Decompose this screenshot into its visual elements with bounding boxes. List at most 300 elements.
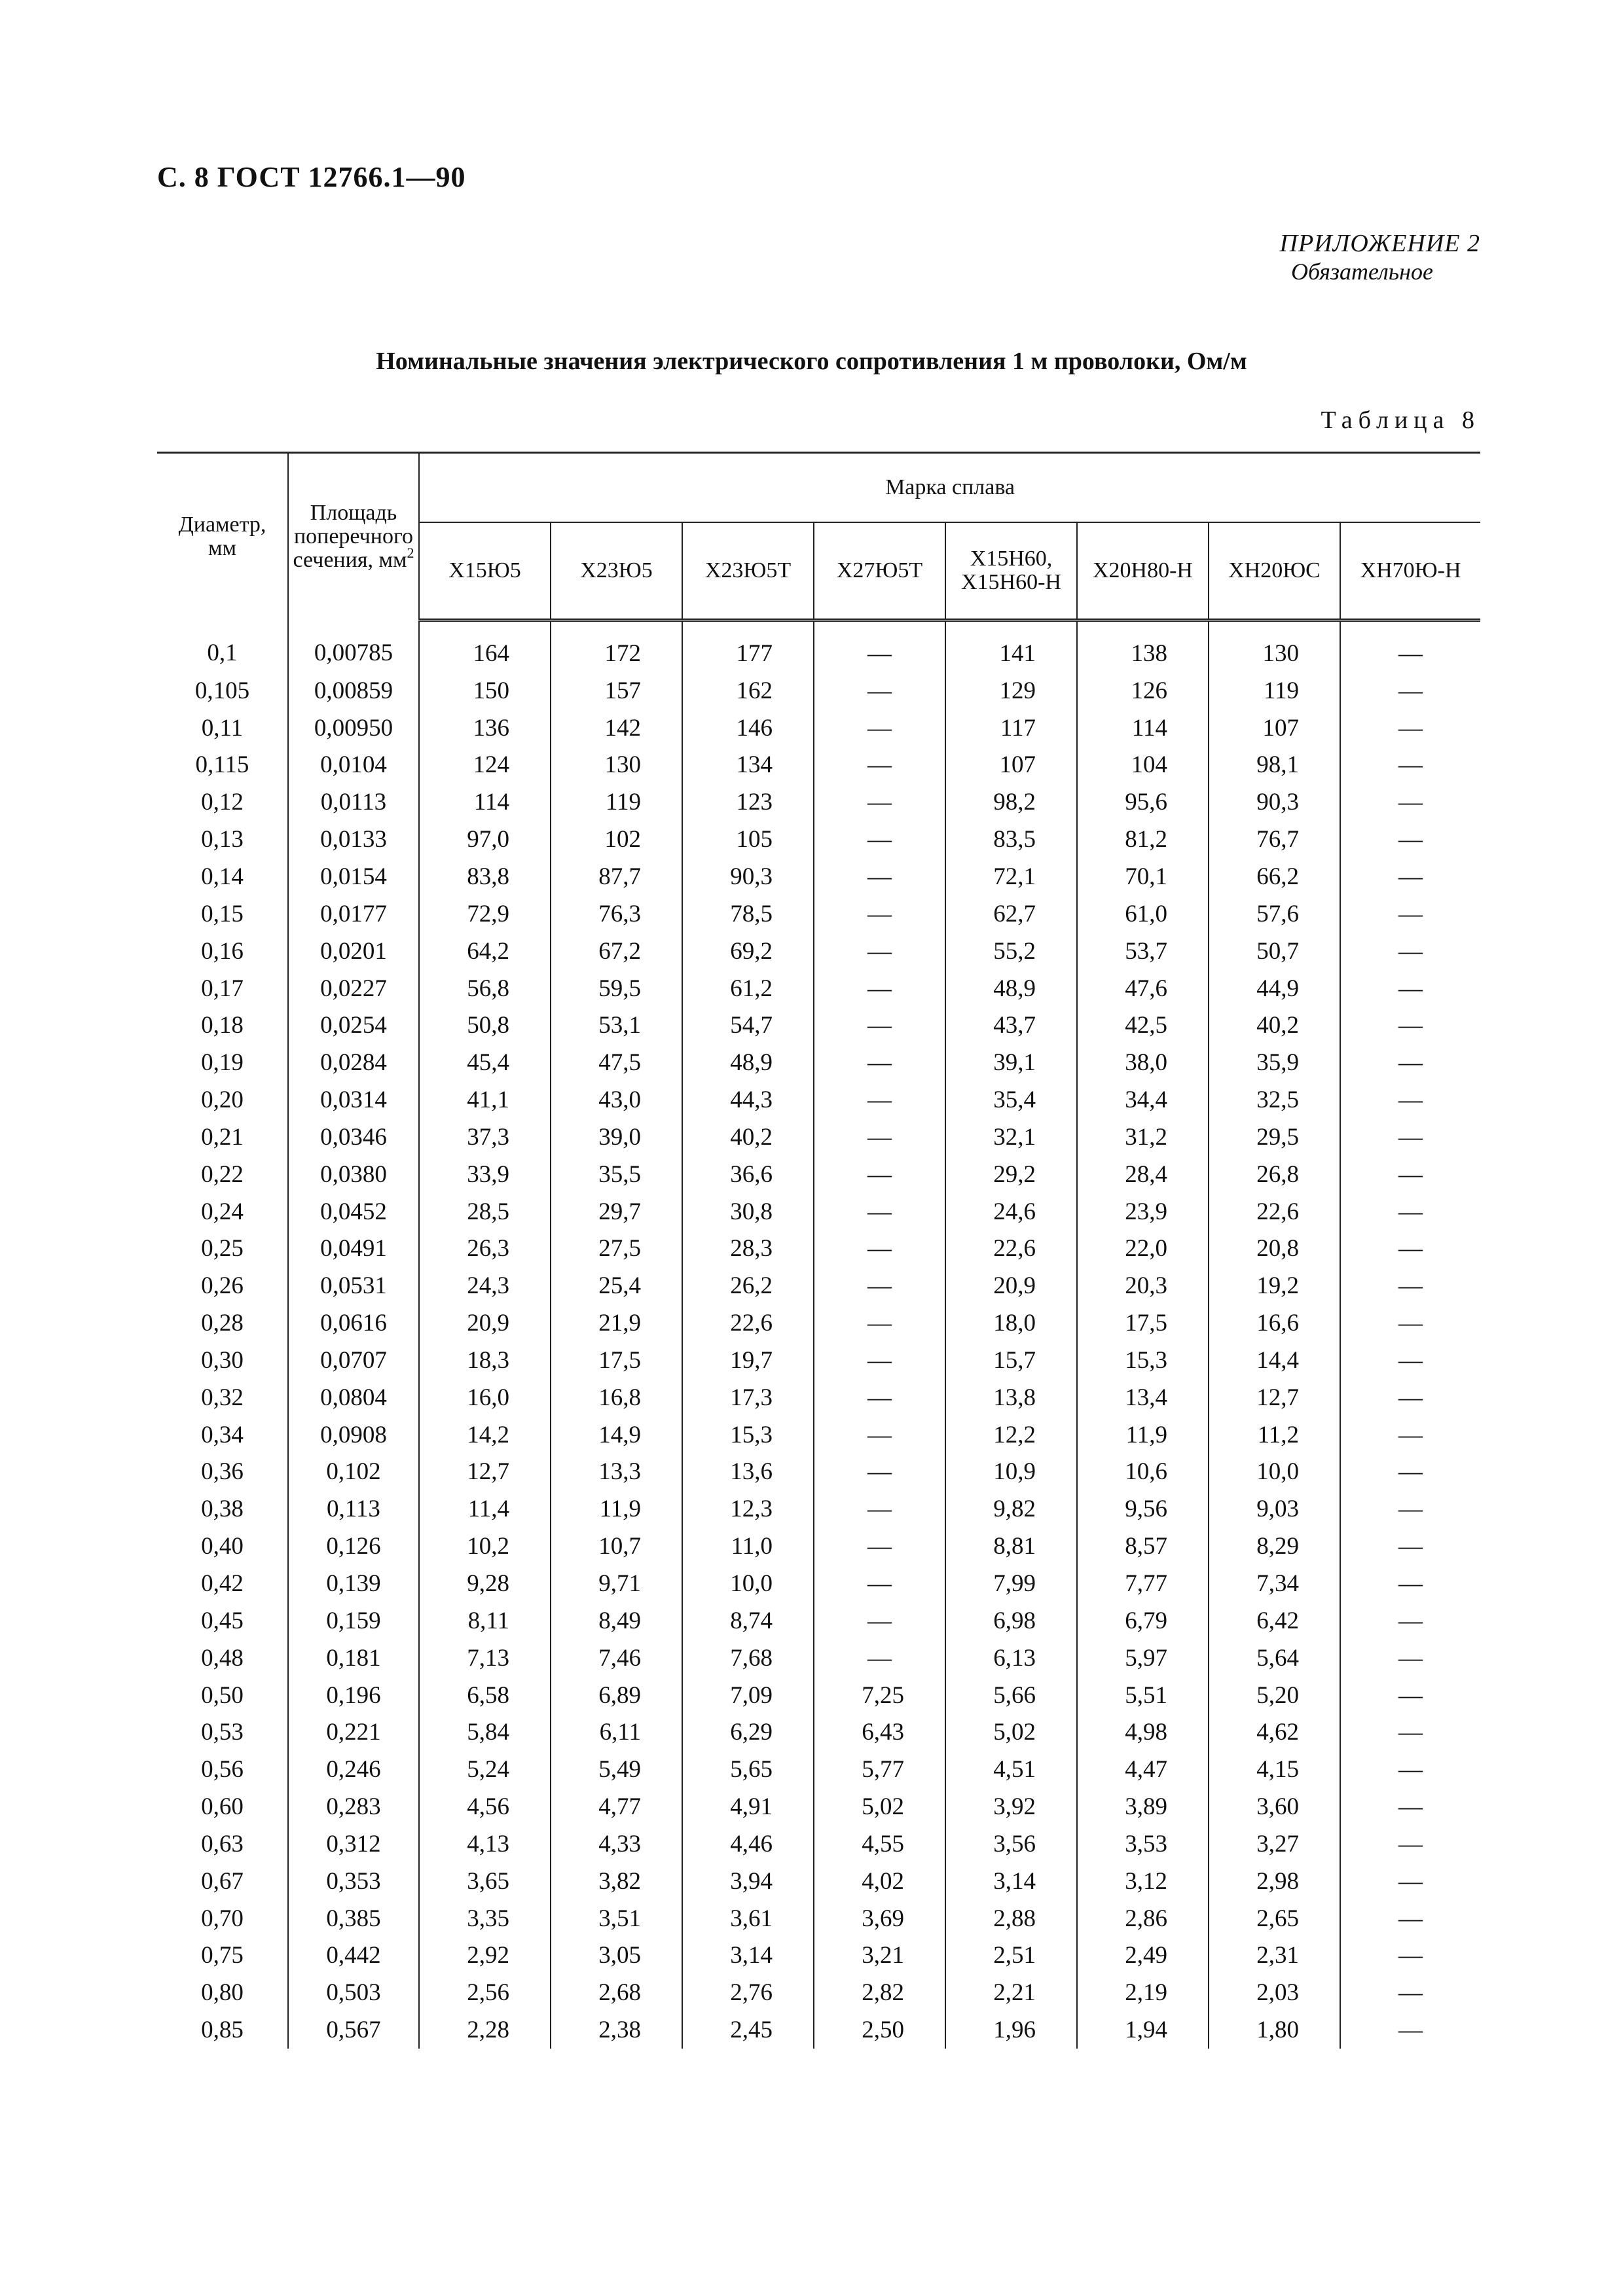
resistance-cell: 7,25 [814,1677,945,1714]
resistance-cell: — [814,1267,945,1304]
resistance-cell: 19,2 [1209,1267,1340,1304]
alloy-header: ХН20ЮС [1209,522,1340,620]
resistance-cell: 18,3 [419,1342,551,1379]
resistance-cell: 8,29 [1209,1528,1340,1565]
area-cell: 0,0346 [288,1119,419,1156]
resistance-cell: 2,03 [1209,1974,1340,2011]
area-cell: 0,0254 [288,1007,419,1044]
resistance-cell: 50,7 [1209,933,1340,970]
resistance-cell: — [814,1193,945,1230]
resistance-cell: 3,89 [1077,1788,1209,1825]
resistance-cell: — [814,1304,945,1342]
resistance-cell: 26,8 [1209,1156,1340,1193]
resistance-cell: 7,77 [1077,1565,1209,1602]
table-row [157,1713,1480,1751]
resistance-cell: 83,8 [419,858,551,895]
resistance-cell: 26,3 [419,1230,551,1268]
resistance-cell: 24,3 [419,1267,551,1304]
resistance-cell: 20,9 [419,1304,551,1342]
resistance-cell: 3,14 [945,1863,1077,1900]
resistance-cell: 37,3 [419,1119,551,1156]
resistance-cell: 3,53 [1077,1825,1209,1863]
resistance-cell: 41,1 [419,1081,551,1119]
resistance-cell: 172 [551,620,682,672]
resistance-cell: 27,5 [551,1230,682,1268]
resistance-cell: — [1340,1416,1480,1454]
resistance-cell: 76,7 [1209,821,1340,858]
resistance-cell: — [1340,1825,1480,1863]
diameter-cell: 0,34 [201,1421,244,1448]
resistance-cell: — [1340,1937,1480,1975]
resistance-cell: — [814,1528,945,1565]
resistance-cell: — [1340,620,1480,672]
resistance-cell: 56,8 [419,970,551,1007]
resistance-cell: — [1340,858,1480,895]
resistance-table [157,452,1480,2049]
resistance-cell: 90,3 [1209,783,1340,821]
alloy-header: Х15Ю5 [419,522,551,620]
resistance-cell: 10,9 [945,1454,1077,1491]
resistance-cell: 8,11 [419,1602,551,1640]
area-cell: 0,0154 [288,858,419,895]
resistance-cell: — [1340,1267,1480,1304]
area-cell: 0,503 [288,1974,419,2011]
area-cell: 0,0491 [288,1230,419,1268]
resistance-cell: 117 [945,709,1077,747]
resistance-cell: — [1340,1454,1480,1491]
diameter-cell: 0,26 [201,1272,244,1300]
diameter-cell: 0,11 [201,714,244,742]
diameter-cell: 0,105 [194,677,250,704]
resistance-cell: — [1340,821,1480,858]
resistance-cell: 25,4 [551,1267,682,1304]
resistance-cell: 35,4 [945,1081,1077,1119]
resistance-cell: 126 [1077,672,1209,709]
resistance-cell: 5,51 [1077,1677,1209,1714]
resistance-cell: 5,66 [945,1677,1077,1714]
resistance-cell: — [814,1416,945,1454]
resistance-cell: 87,7 [551,858,682,895]
table-row [157,1193,1480,1230]
resistance-cell: — [1340,1342,1480,1379]
table-row [157,1454,1480,1491]
resistance-cell: 30,8 [682,1193,814,1230]
area-cell: 0,353 [288,1863,419,1900]
resistance-cell: 72,9 [419,895,551,933]
resistance-cell: — [1340,933,1480,970]
resistance-cell: 11,2 [1209,1416,1340,1454]
resistance-cell: 3,82 [551,1863,682,1900]
resistance-cell: — [814,1565,945,1602]
resistance-cell: 64,2 [419,933,551,970]
resistance-cell: 114 [419,783,551,821]
resistance-cell: 78,5 [682,895,814,933]
resistance-cell: — [1340,1379,1480,1416]
resistance-cell: — [1340,1751,1480,1788]
resistance-cell: 44,3 [682,1081,814,1119]
resistance-cell: 3,12 [1077,1863,1209,1900]
table-row [157,783,1480,821]
table-row [157,1304,1480,1342]
area-cell: 0,312 [288,1825,419,1863]
resistance-cell: 36,6 [682,1156,814,1193]
diameter-cell: 0,53 [201,1719,244,1746]
resistance-cell: 3,65 [419,1863,551,1900]
resistance-cell: 8,81 [945,1528,1077,1565]
resistance-cell: 20,3 [1077,1267,1209,1304]
resistance-cell: 32,1 [945,1119,1077,1156]
resistance-cell: 28,3 [682,1230,814,1268]
area-cell: 0,126 [288,1528,419,1565]
resistance-cell: 177 [682,620,814,672]
area-header [288,453,419,620]
table-row [157,1490,1480,1528]
resistance-cell: 44,9 [1209,970,1340,1007]
table-row [157,1267,1480,1304]
table-row [157,672,1480,709]
table-row [157,1119,1480,1156]
resistance-cell: 29,7 [551,1193,682,1230]
table-row [157,1677,1480,1714]
resistance-cell: — [1340,1193,1480,1230]
alloy-header: Х23Ю5 [551,522,682,620]
table-row [157,1044,1480,1081]
resistance-cell: — [1340,1156,1480,1193]
resistance-cell: 1,94 [1077,2011,1209,2049]
resistance-cell: 22,0 [1077,1230,1209,1268]
resistance-cell: 2,50 [814,2011,945,2049]
alloy-header-line1: Х15Н60, [970,547,1053,571]
resistance-cell: — [814,1119,945,1156]
area-header-text: Площадь поперечного сечения, мм [293,501,414,573]
resistance-cell: 129 [945,672,1077,709]
diameter-cell: 0,14 [201,863,244,890]
table-row [157,1007,1480,1044]
resistance-cell: — [814,1342,945,1379]
resistance-cell: 4,98 [1077,1713,1209,1751]
resistance-cell: 3,27 [1209,1825,1340,1863]
table-row [157,1416,1480,1454]
resistance-cell: 43,7 [945,1007,1077,1044]
resistance-cell: 22,6 [682,1304,814,1342]
table-row [157,747,1480,784]
resistance-cell: 3,05 [551,1937,682,1975]
resistance-cell: 16,8 [551,1379,682,1416]
resistance-cell: 9,71 [551,1565,682,1602]
resistance-cell: — [814,783,945,821]
resistance-cell: — [1340,1230,1480,1268]
resistance-cell: 53,1 [551,1007,682,1044]
resistance-cell: 43,0 [551,1081,682,1119]
table-row [157,2011,1480,2049]
resistance-cell: 4,46 [682,1825,814,1863]
diameter-cell: 0,1 [207,639,238,666]
resistance-cell: 114 [1077,709,1209,747]
resistance-cell: 119 [551,783,682,821]
resistance-cell: 3,92 [945,1788,1077,1825]
area-cell: 0,0804 [288,1379,419,1416]
resistance-cell: 4,91 [682,1788,814,1825]
resistance-cell: 48,9 [682,1044,814,1081]
resistance-cell: 47,5 [551,1044,682,1081]
resistance-cell: — [1340,1528,1480,1565]
diameter-cell: 0,32 [201,1384,244,1411]
resistance-cell: 3,94 [682,1863,814,1900]
resistance-cell: 50,8 [419,1007,551,1044]
alloy-header [945,522,1077,620]
resistance-cell: 5,84 [419,1713,551,1751]
resistance-cell: 90,3 [682,858,814,895]
resistance-cell: 2,45 [682,2011,814,2049]
resistance-cell: 138 [1077,620,1209,672]
resistance-cell: 5,02 [945,1713,1077,1751]
table-row [157,1081,1480,1119]
resistance-cell: 1,80 [1209,2011,1340,2049]
resistance-cell: 5,49 [551,1751,682,1788]
resistance-cell: 2,51 [945,1937,1077,1975]
alloy-group-header: Марка сплава [419,453,1480,523]
resistance-cell: — [1340,709,1480,747]
resistance-cell: — [1340,1677,1480,1714]
resistance-cell: 57,6 [1209,895,1340,933]
resistance-cell: 2,76 [682,1974,814,2011]
resistance-cell: — [814,895,945,933]
resistance-cell: 66,2 [1209,858,1340,895]
resistance-cell: 48,9 [945,970,1077,1007]
table-row [157,1751,1480,1788]
resistance-cell: 12,7 [419,1454,551,1491]
appendix-status: Обязательное [1291,259,1433,285]
diameter-cell: 0,80 [201,1979,244,2007]
resistance-cell: 81,2 [1077,821,1209,858]
diameter-cell: 0,75 [201,1942,244,1969]
diameter-cell: 0,24 [201,1198,244,1225]
resistance-cell: 2,92 [419,1937,551,1975]
diameter-cell: 0,63 [201,1830,244,1857]
area-cell: 0,113 [288,1490,419,1528]
area-cell: 0,196 [288,1677,419,1714]
resistance-cell: 2,49 [1077,1937,1209,1975]
resistance-cell: 2,28 [419,2011,551,2049]
resistance-cell: 102 [551,821,682,858]
resistance-cell: 54,7 [682,1007,814,1044]
area-cell: 0,0616 [288,1304,419,1342]
resistance-cell: 136 [419,709,551,747]
resistance-cell: — [814,1490,945,1528]
resistance-cell: 15,7 [945,1342,1077,1379]
resistance-cell: 17,5 [1077,1304,1209,1342]
resistance-cell: — [1340,1713,1480,1751]
resistance-cell: — [814,1454,945,1491]
table-row [157,1863,1480,1900]
table-number: Таблица 8 [1321,406,1480,434]
resistance-cell: 16,6 [1209,1304,1340,1342]
area-cell: 0,385 [288,1900,419,1937]
resistance-cell: 61,2 [682,970,814,1007]
area-cell: 0,283 [288,1788,419,1825]
area-cell: 0,442 [288,1937,419,1975]
table-row [157,1602,1480,1640]
resistance-cell: 8,57 [1077,1528,1209,1565]
resistance-cell: 7,13 [419,1640,551,1677]
resistance-cell: 4,15 [1209,1751,1340,1788]
alloy-header: Х20Н80-Н [1077,522,1209,620]
table-row [157,1379,1480,1416]
resistance-cell: 7,09 [682,1677,814,1714]
resistance-cell: 59,5 [551,970,682,1007]
diameter-header: Диаметр, мм [157,453,288,620]
diameter-cell: 0,28 [201,1310,244,1337]
table-row [157,895,1480,933]
area-cell: 0,221 [288,1713,419,1751]
resistance-cell: 98,1 [1209,747,1340,784]
resistance-cell: 12,3 [682,1490,814,1528]
resistance-cell: 28,5 [419,1193,551,1230]
diameter-cell: 0,38 [201,1496,244,1523]
area-cell: 0,0227 [288,970,419,1007]
appendix-title: ПРИЛОЖЕНИЕ 2 [1279,230,1480,257]
resistance-cell: 61,0 [1077,895,1209,933]
resistance-cell: 9,03 [1209,1490,1340,1528]
area-cell: 0,0104 [288,747,419,784]
resistance-cell: — [1340,1304,1480,1342]
resistance-cell: 10,7 [551,1528,682,1565]
resistance-cell: 29,5 [1209,1119,1340,1156]
resistance-cell: 29,2 [945,1156,1077,1193]
resistance-cell: 2,21 [945,1974,1077,2011]
resistance-cell: 2,56 [419,1974,551,2011]
table-row [157,1156,1480,1193]
resistance-cell: — [814,620,945,672]
table-row [157,1788,1480,1825]
resistance-cell: 7,68 [682,1640,814,1677]
resistance-cell: 39,1 [945,1044,1077,1081]
resistance-cell: 83,5 [945,821,1077,858]
resistance-cell: — [1340,1119,1480,1156]
resistance-cell: 124 [419,747,551,784]
resistance-cell: 150 [419,672,551,709]
alloy-header: ХН70Ю-Н [1340,522,1480,620]
resistance-cell: 119 [1209,672,1340,709]
resistance-cell: 42,5 [1077,1007,1209,1044]
area-cell: 0,0531 [288,1267,419,1304]
resistance-cell: 6,58 [419,1677,551,1714]
resistance-cell: 72,1 [945,858,1077,895]
resistance-cell: 130 [551,747,682,784]
resistance-cell: 11,9 [1077,1416,1209,1454]
resistance-cell: 146 [682,709,814,747]
resistance-cell: 3,56 [945,1825,1077,1863]
resistance-cell: 38,0 [1077,1044,1209,1081]
resistance-cell: — [814,821,945,858]
resistance-cell: — [1340,672,1480,709]
area-cell: 0,102 [288,1454,419,1491]
resistance-cell: 17,5 [551,1342,682,1379]
resistance-cell: — [1340,1565,1480,1602]
resistance-cell: 8,74 [682,1602,814,1640]
diameter-cell: 0,19 [201,1049,244,1077]
resistance-cell: 34,4 [1077,1081,1209,1119]
resistance-cell: — [814,1379,945,1416]
resistance-cell: — [814,1156,945,1193]
resistance-cell: 28,4 [1077,1156,1209,1193]
alloy-header: Х27Ю5Т [814,522,945,620]
table-row [157,1230,1480,1268]
resistance-cell: — [1340,1900,1480,1937]
resistance-cell: 10,0 [1209,1454,1340,1491]
resistance-cell: 2,82 [814,1974,945,2011]
resistance-cell: 11,0 [682,1528,814,1565]
resistance-cell: 130 [1209,620,1340,672]
resistance-cell: — [814,709,945,747]
resistance-cell: 11,9 [551,1490,682,1528]
resistance-cell: 13,4 [1077,1379,1209,1416]
resistance-cell: 22,6 [1209,1193,1340,1230]
resistance-cell: 35,5 [551,1156,682,1193]
area-cell: 0,0908 [288,1416,419,1454]
resistance-cell: 15,3 [682,1416,814,1454]
resistance-cell: 5,02 [814,1788,945,1825]
resistance-cell: 39,0 [551,1119,682,1156]
table-row [157,1937,1480,1975]
resistance-cell: 2,19 [1077,1974,1209,2011]
resistance-cell: 107 [1209,709,1340,747]
area-cell: 0,0177 [288,895,419,933]
resistance-cell: 11,4 [419,1490,551,1528]
resistance-cell: 6,42 [1209,1602,1340,1640]
area-cell: 0,567 [288,2011,419,2049]
resistance-cell: — [1340,783,1480,821]
area-cell: 0,00785 [288,620,419,672]
diameter-cell: 0,67 [201,1867,244,1895]
resistance-cell: 5,77 [814,1751,945,1788]
diameter-cell: 0,21 [201,1123,244,1151]
resistance-cell: 6,89 [551,1677,682,1714]
resistance-cell: — [814,858,945,895]
resistance-cell: 157 [551,672,682,709]
diameter-cell: 0,40 [201,1533,244,1560]
resistance-cell: 69,2 [682,933,814,970]
resistance-cell: — [1340,970,1480,1007]
diameter-cell: 0,30 [201,1346,244,1374]
area-header-sup: 2 [407,545,414,562]
table-row [157,821,1480,858]
resistance-cell: 5,65 [682,1751,814,1788]
resistance-cell: 10,0 [682,1565,814,1602]
resistance-cell: 142 [551,709,682,747]
resistance-cell: 5,64 [1209,1640,1340,1677]
table-row [157,1825,1480,1863]
area-cell: 0,0133 [288,821,419,858]
resistance-cell: — [814,1230,945,1268]
resistance-cell: — [1340,1007,1480,1044]
resistance-cell: 62,7 [945,895,1077,933]
table-row [157,620,1480,672]
resistance-cell: 12,2 [945,1416,1077,1454]
resistance-cell: 1,96 [945,2011,1077,2049]
table-row [157,933,1480,970]
area-cell: 0,0380 [288,1156,419,1193]
diameter-cell: 0,18 [201,1012,244,1039]
resistance-cell: 4,33 [551,1825,682,1863]
resistance-cell: 33,9 [419,1156,551,1193]
resistance-cell: 40,2 [682,1119,814,1156]
page-header: С. 8 ГОСТ 12766.1—90 [157,161,466,193]
resistance-cell: 6,29 [682,1713,814,1751]
resistance-cell: 6,79 [1077,1602,1209,1640]
area-cell: 0,139 [288,1565,419,1602]
diameter-cell: 0,60 [201,1793,244,1821]
